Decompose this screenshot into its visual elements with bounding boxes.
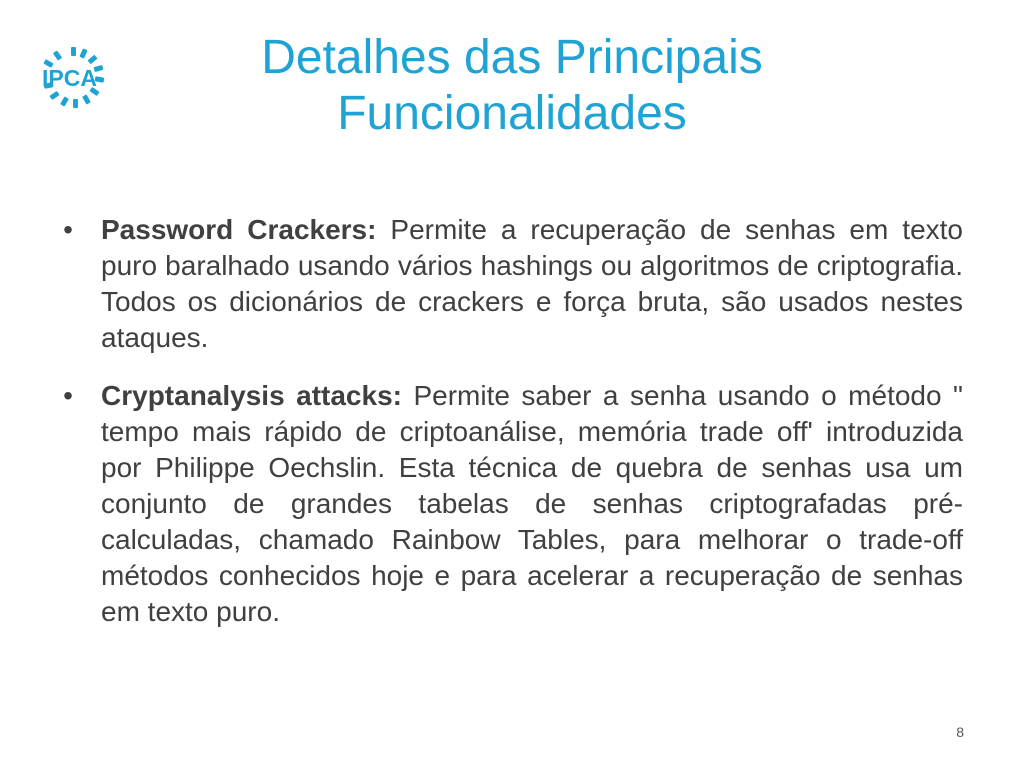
bullet-cryptanalysis-attacks [58, 378, 963, 630]
title-line-1: Detalhes das Principais [261, 31, 763, 84]
bullet-marker: • [63, 214, 73, 245]
bullet-password-crackers [58, 212, 963, 356]
bullet-list [58, 212, 963, 652]
bullet-term: Password Crackers: [101, 214, 391, 245]
ipca-logo-mark [28, 42, 118, 122]
bullet-text: Permite saber a senha usando o método " tempo mais rápido de criptoanálise, memória trade off' introduzida por Philippe Oechslin. Esta técnica de quebra de senhas usa um conjunto de grandes tabelas de senhas criptografadas pré-calculadas, chamado Rainbow Tables, para melhorar o trade-off métodos conhecidos hoje e para acelerar a recuperação de senhas em texto puro. [101, 380, 963, 627]
bullet-term: Cryptanalysis attacks: [101, 380, 414, 411]
slide-number: 8 [956, 724, 964, 740]
bullet-marker: • [63, 380, 73, 411]
slide-title [140, 30, 884, 142]
bullet-text: Permite a recuperação de senhas em texto puro baralhado usando vários hashings ou algoritmos de criptografia. Todos os dicionários de crackers e força bruta, são usados nestes ataques. [101, 214, 963, 353]
title-line-2: Funcionalidades [337, 87, 687, 140]
logo-wordmark: IPCA [42, 65, 97, 91]
ipca-logo [28, 42, 118, 122]
